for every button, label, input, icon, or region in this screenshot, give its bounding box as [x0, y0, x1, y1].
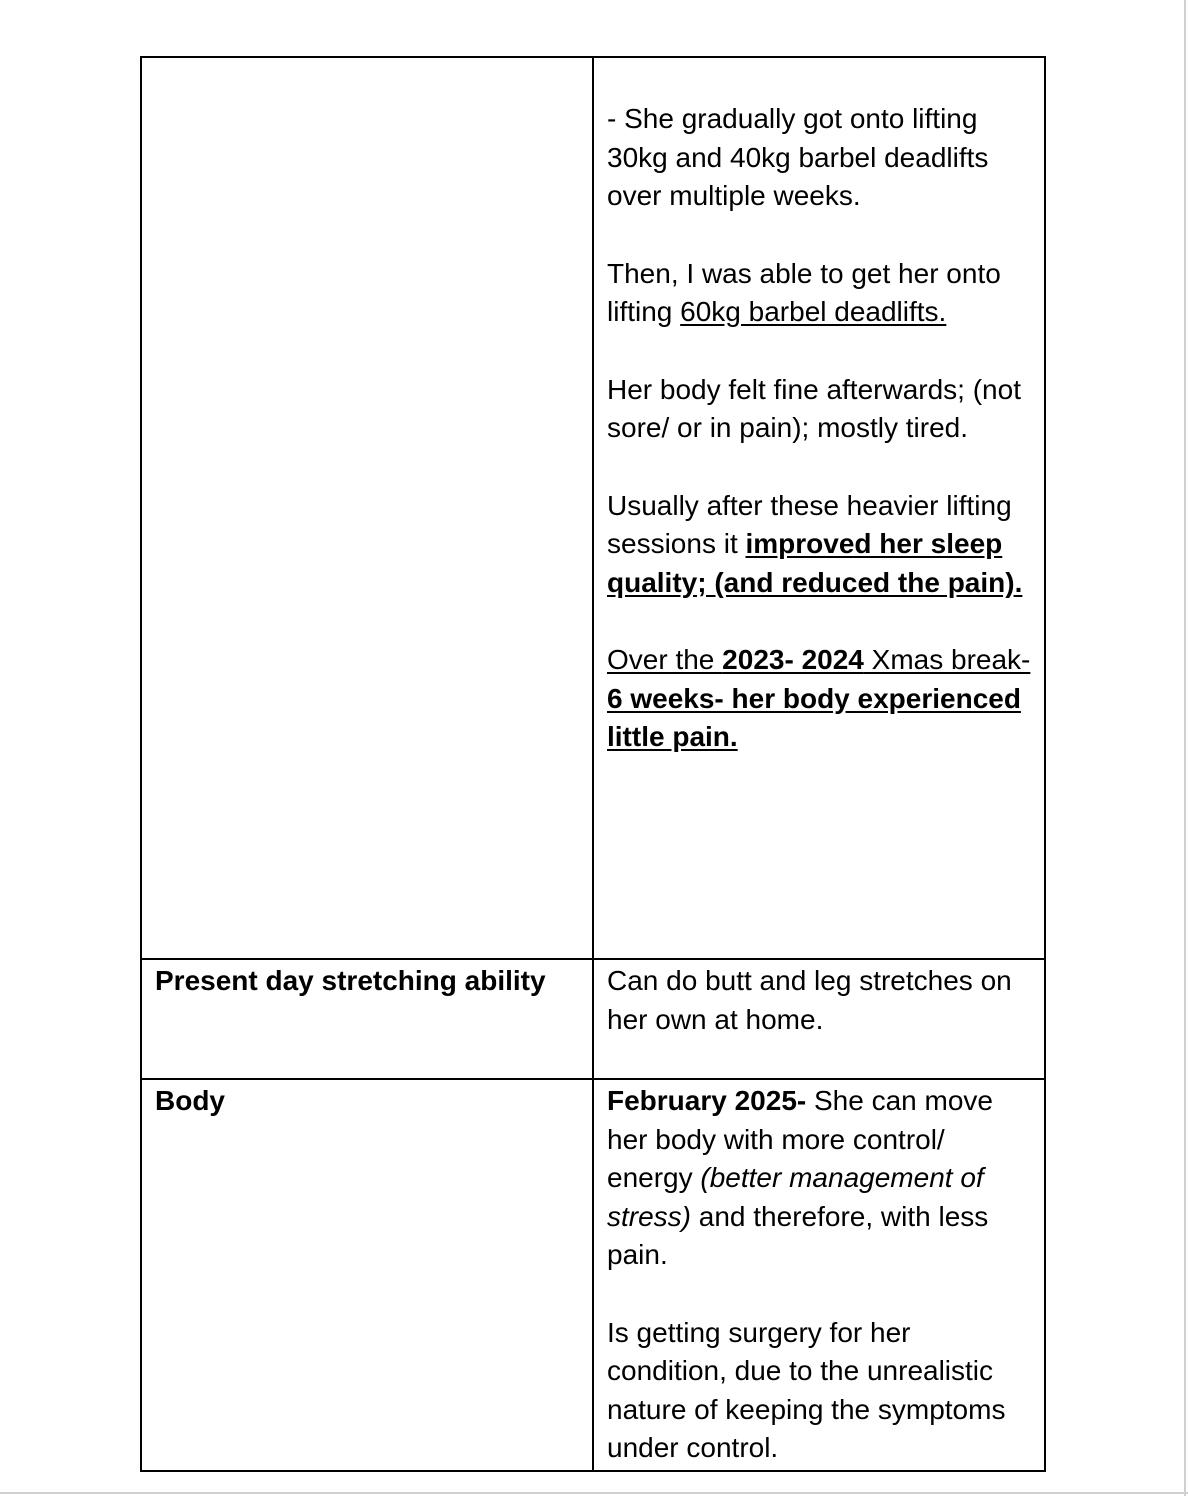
- text: Usually after these heavier lifting sessions it: [607, 489, 1012, 559]
- paragraph: [607, 371, 1034, 448]
- text: Then, I was able to get her onto lifting: [607, 257, 1001, 327]
- paragraph: [607, 255, 1034, 332]
- row-content-cell: [593, 959, 1045, 1079]
- row-label-cell: [141, 959, 593, 1079]
- text: Can do butt and leg stretches on her own at home.: [607, 965, 1012, 1035]
- table-row: [141, 1079, 1045, 1471]
- row-label: Present day stretching ability: [155, 965, 546, 996]
- page-edge: [0, 1492, 1188, 1494]
- row-label-cell: [141, 1079, 593, 1471]
- underlined-text: Xmas break-: [863, 644, 1031, 675]
- paragraph: [607, 1082, 1034, 1275]
- bold-text: February 2025-: [607, 1085, 807, 1116]
- underlined-text: Over the: [607, 644, 723, 675]
- row-label-cell: [141, 57, 593, 959]
- row-content-cell: [593, 57, 1045, 959]
- paragraph: [607, 641, 1034, 757]
- table-row: [141, 57, 1045, 959]
- text: Is getting surgery for her condition, due to the unrealistic nature of keeping the symptoms under control.: [607, 1316, 1006, 1463]
- paragraph: [607, 962, 1034, 1039]
- bold-underlined-text: improved her sleep quality; (and reduced the pain).: [607, 528, 1023, 598]
- bold-underlined-text: 2023- 2024: [722, 644, 864, 675]
- document-table: [140, 56, 1046, 1472]
- paragraph: [607, 487, 1034, 603]
- row-content-cell: [593, 1079, 1045, 1471]
- text: She can move her body with more control/ energy: [607, 1085, 993, 1193]
- paragraph: [607, 100, 1034, 216]
- page-edge: [1184, 0, 1186, 1496]
- bold-underlined-text: 6 weeks- her body experienced little pain.: [607, 682, 1021, 752]
- table-row: [141, 959, 1045, 1079]
- underlined-text: 60kg barbel deadlifts.: [680, 296, 947, 327]
- row-label: Body: [155, 1085, 225, 1116]
- paragraph: [607, 1314, 1034, 1468]
- text: Her body felt fine afterwards; (not sore/ or in pain); mostly tired.: [607, 373, 1021, 443]
- italic-text: (better management of stress): [607, 1162, 984, 1232]
- text: - She gradually got onto lifting 30kg and 40kg barbel deadlifts over multiple weeks.: [607, 103, 989, 211]
- text: and therefore, with less pain.: [607, 1200, 989, 1270]
